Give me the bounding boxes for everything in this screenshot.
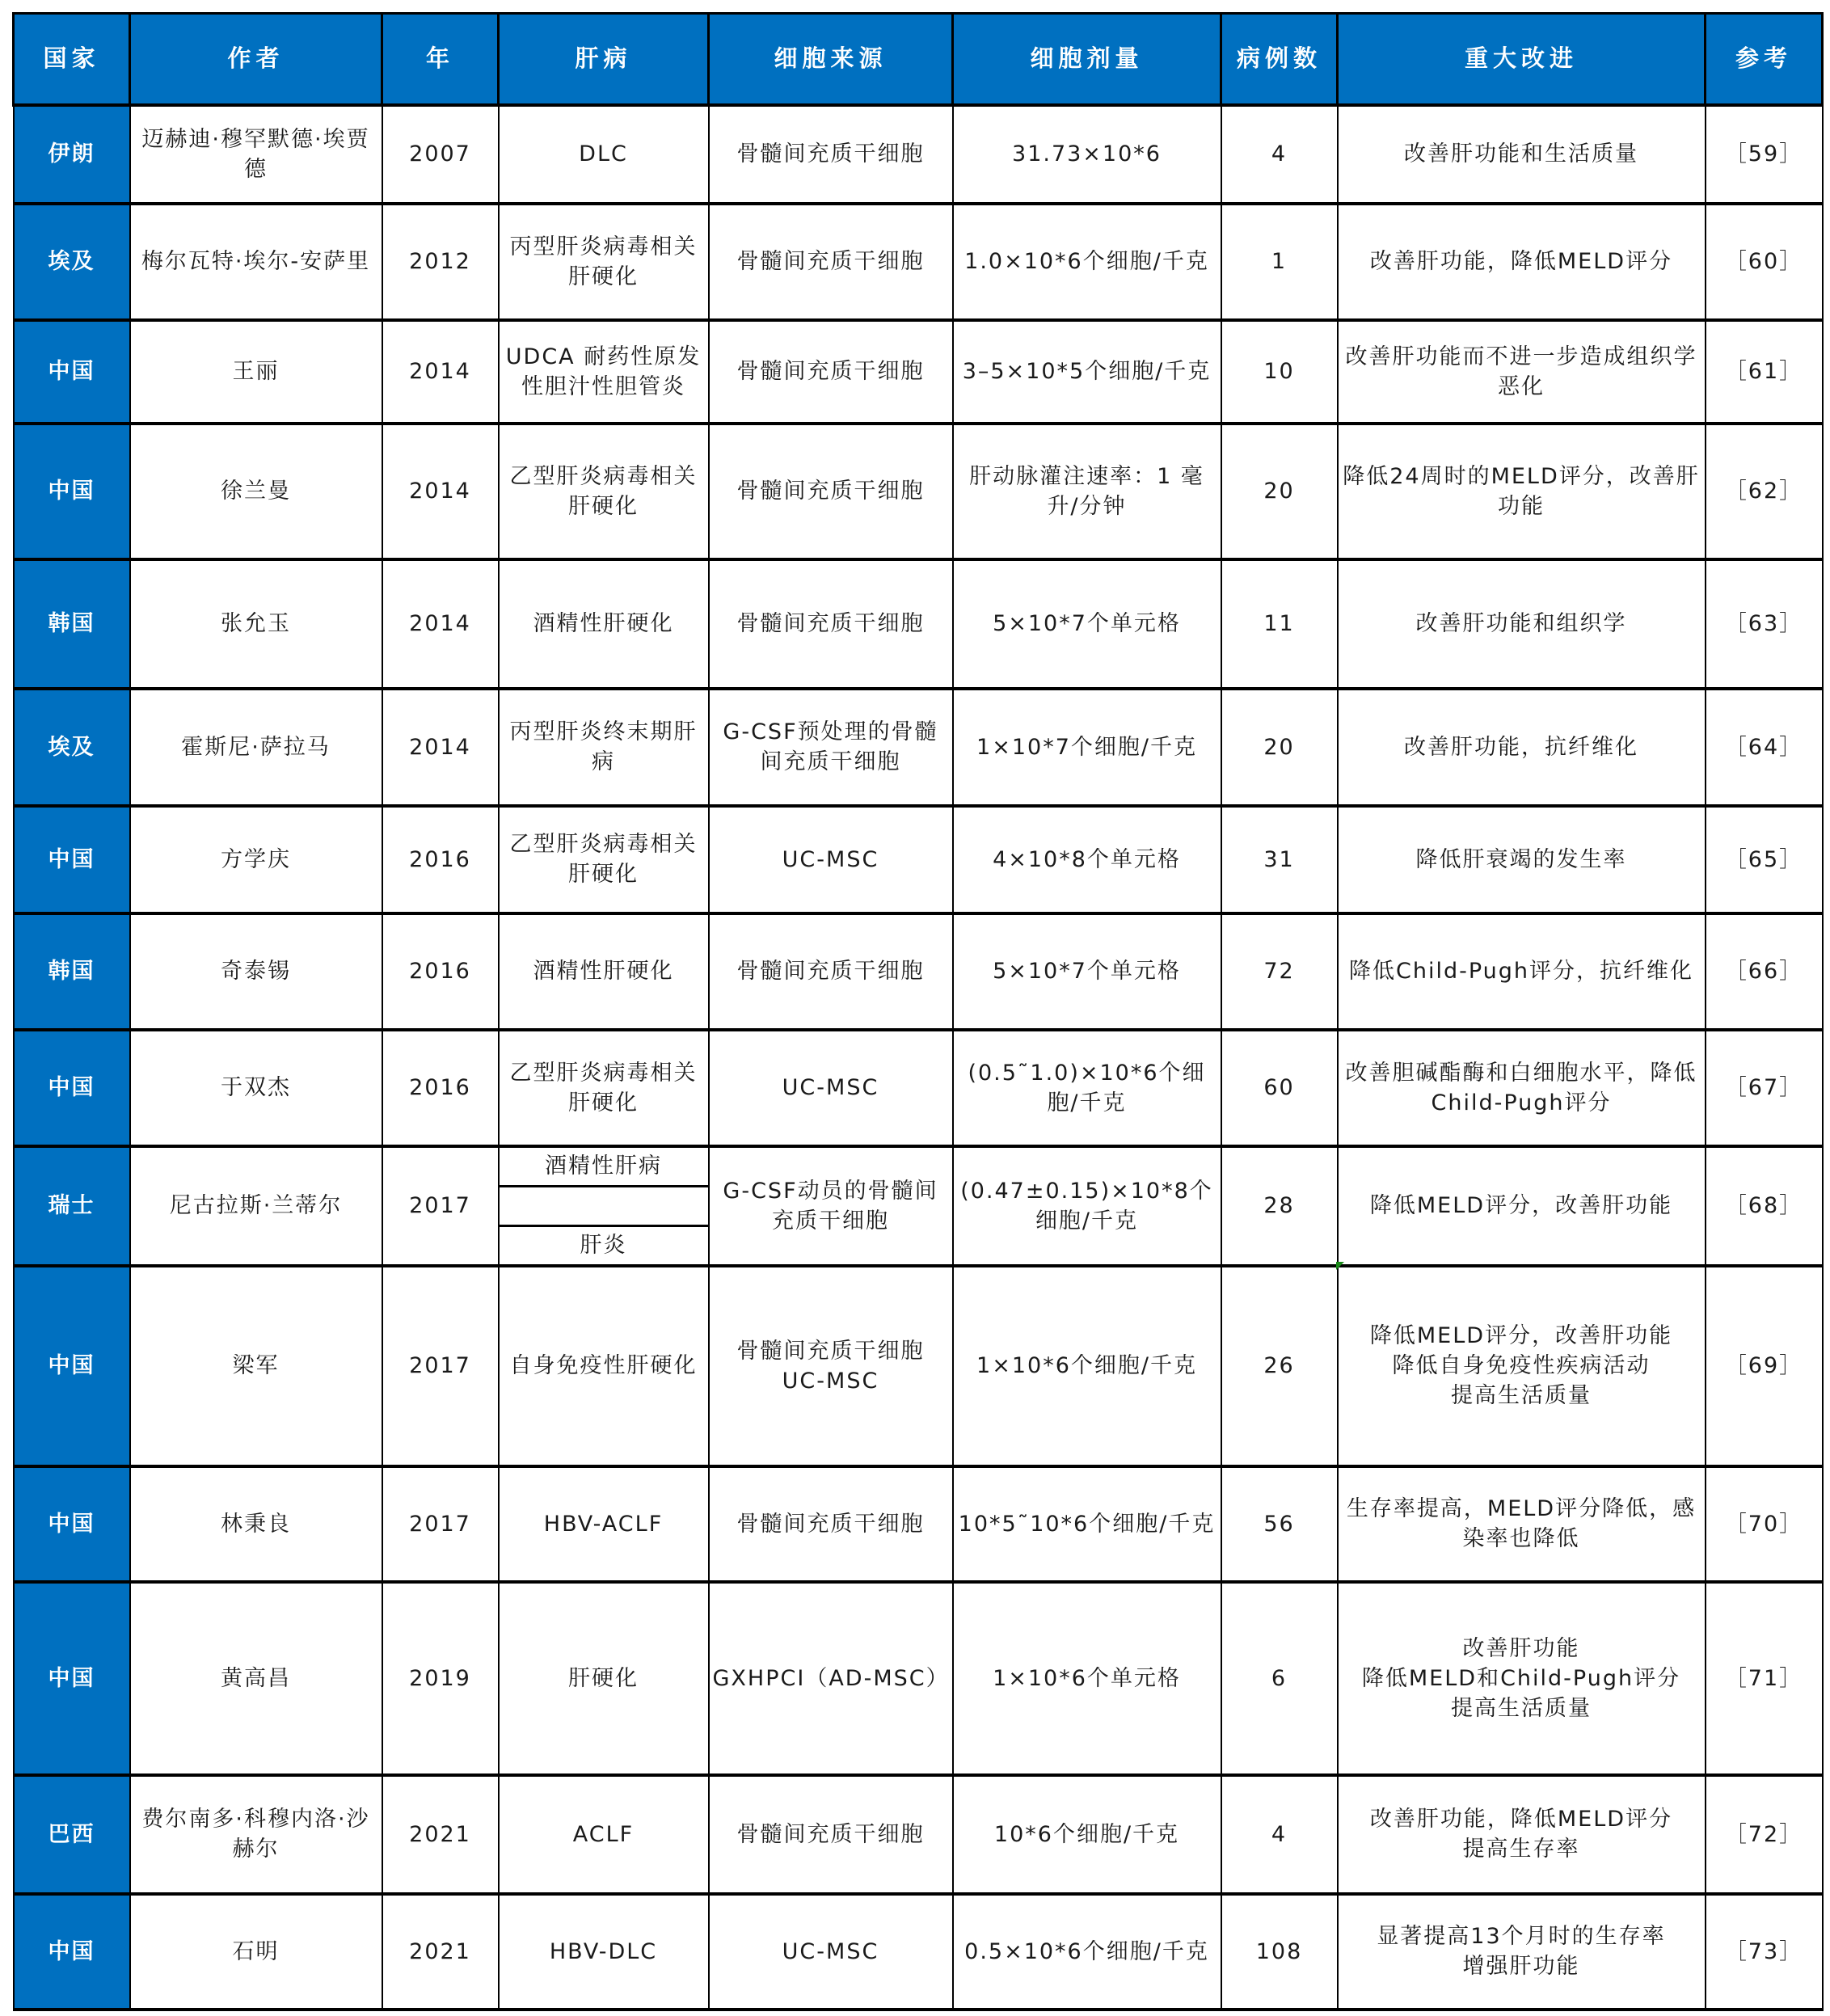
country-cell: 巴西 (14, 1775, 130, 1894)
year-cell: 2016 (382, 806, 499, 913)
cell-source-cell: UC-MSC (709, 1030, 953, 1146)
stem-cell-liver-disease-table (12, 12, 1824, 2011)
cell-source-cell: GXHPCI（AD-MSC） (709, 1582, 953, 1775)
disease-cell: 乙型肝炎病毒相关肝硬化 (499, 424, 709, 559)
cell-source-cell: 骨髓间充质干细胞 (709, 1466, 953, 1582)
year-cell: 2017 (382, 1466, 499, 1582)
improvement-cell (1338, 1266, 1706, 1466)
improvement-cell (1338, 1775, 1706, 1894)
dose-cell: 肝动脉灌注速率：1 毫升/分钟 (953, 424, 1221, 559)
country-cell: 中国 (14, 320, 130, 424)
table-row (14, 320, 1823, 424)
dose-cell: 1.0×10*6个细胞/千克 (953, 204, 1221, 320)
header-cell-dose: 细胞剂量 (953, 14, 1221, 105)
improvement-cell: 降低肝衰竭的发生率 (1338, 806, 1706, 913)
disease-cell: 肝硬化 (499, 1582, 709, 1775)
reference-cell: ［72］ (1706, 1775, 1823, 1894)
header-year: 年 (382, 14, 499, 105)
author-cell: 霍斯尼·萨拉马 (130, 689, 382, 806)
year-cell: 2014 (382, 320, 499, 424)
table-row (14, 105, 1823, 204)
country-cell: 埃及 (14, 204, 130, 320)
improvement-cell: 降低24周时的MELD评分，改善肝功能 (1338, 424, 1706, 559)
improvement-cell: 改善肝功能而不进一步造成组织学恶化 (1338, 320, 1706, 424)
country-cell: 瑞士 (14, 1146, 130, 1266)
reference-cell: ［66］ (1706, 913, 1823, 1030)
disease-cell: 乙型肝炎病毒相关肝硬化 (499, 1030, 709, 1146)
cell-source-cell: 骨髓间充质干细胞 (709, 105, 953, 204)
improvement-line: 提高生存率 (1462, 1837, 1580, 1862)
cell-source-cell: 骨髓间充质干细胞 (709, 320, 953, 424)
disease-cell: 酒精性肝硬化 (499, 559, 709, 689)
reference-cell: ［59］ (1706, 105, 1823, 204)
disease-cell (499, 1146, 709, 1266)
year-cell: 2019 (382, 1582, 499, 1775)
table-row (14, 1266, 1823, 1466)
cell-source-line: UC-MSC (782, 1368, 879, 1394)
disease-cell: DLC (499, 105, 709, 204)
year-cell: 2007 (382, 105, 499, 204)
reference-cell: ［67］ (1706, 1030, 1823, 1146)
disease-cell: 自身免疫性肝硬化 (499, 1266, 709, 1466)
improvement-line: 降低自身免疫性疾病活动 (1392, 1353, 1651, 1378)
year-cell: 2014 (382, 424, 499, 559)
country-cell: 中国 (14, 806, 130, 913)
author-cell: 于双杰 (130, 1030, 382, 1146)
table-row (14, 1775, 1823, 1894)
header-country: 国家 (14, 14, 130, 105)
cases-cell: 28 (1221, 1146, 1338, 1266)
header-author: 作者 (130, 14, 382, 105)
improvement-line: 提高生活质量 (1451, 1383, 1592, 1408)
country-cell: 中国 (14, 1466, 130, 1582)
cell-source-cell: 骨髓间充质干细胞 (709, 424, 953, 559)
country-cell: 韩国 (14, 913, 130, 1030)
dose-cell: 5×10*7个单元格 (953, 559, 1221, 689)
cell-comment-indicator (1336, 1262, 1344, 1270)
dose-cell: 31.73×10*6 (953, 105, 1221, 204)
cell-source-cell (709, 1266, 953, 1466)
cases-cell: 4 (1221, 105, 1338, 204)
cell-source-line: 骨髓间充质干细胞 (736, 1338, 925, 1364)
cell-source-cell: UC-MSC (709, 1894, 953, 2010)
author-cell: 石明 (130, 1894, 382, 2010)
disease-subcell: 肝炎 (580, 1233, 627, 1258)
reference-cell: ［63］ (1706, 559, 1823, 689)
cell-source-cell: 骨髓间充质干细胞 (709, 913, 953, 1030)
improvement-line: 增强肝功能 (1462, 1954, 1580, 1979)
disease-cell: UDCA 耐药性原发性胆汁性胆管炎 (499, 320, 709, 424)
year-cell: 2014 (382, 689, 499, 806)
improvement-cell: 改善胆碱酯酶和白细胞水平，降低Child-Pugh评分 (1338, 1030, 1706, 1146)
dose-cell: (0.47±0.15)×10*8个细胞/千克 (953, 1146, 1221, 1266)
table-row (14, 1030, 1823, 1146)
reference-cell: ［64］ (1706, 689, 1823, 806)
improvement-cell: 降低MELD评分，改善肝功能 (1338, 1146, 1706, 1266)
author-cell: 迈赫迪·穆罕默德·埃贾德 (130, 105, 382, 204)
reference-cell: ［73］ (1706, 1894, 1823, 2010)
improvement-cell: 生存率提高，MELD评分降低，感染率也降低 (1338, 1466, 1706, 1582)
cell-source-cell: UC-MSC (709, 806, 953, 913)
improvement-line: 降低MELD评分，改善肝功能 (1369, 1323, 1673, 1348)
improvement-line: 提高生活质量 (1451, 1695, 1592, 1721)
cell-source-cell: 骨髓间充质干细胞 (709, 1775, 953, 1894)
cases-cell: 11 (1221, 559, 1338, 689)
table-row (14, 559, 1823, 689)
year-cell: 2012 (382, 204, 499, 320)
disease-cell: HBV-ACLF (499, 1466, 709, 1582)
improvement-cell: 改善肝功能和组织学 (1338, 559, 1706, 689)
disease-cell: 丙型肝炎病毒相关肝硬化 (499, 204, 709, 320)
table-row (14, 1466, 1823, 1582)
disease-cell: HBV-DLC (499, 1894, 709, 2010)
author-cell: 方学庆 (130, 806, 382, 913)
cases-cell: 4 (1221, 1775, 1338, 1894)
country-cell: 伊朗 (14, 105, 130, 204)
improvement-line: 显著提高13个月时的生存率 (1377, 1924, 1666, 1949)
author-cell: 费尔南多·科穆内洛·沙赫尔 (130, 1775, 382, 1894)
cases-cell: 20 (1221, 689, 1338, 806)
improvement-line: 改善肝功能 (1462, 1635, 1580, 1661)
cases-cell: 6 (1221, 1582, 1338, 1775)
table-row (14, 1146, 1823, 1266)
table-row (14, 913, 1823, 1030)
improvement-cell (1338, 1582, 1706, 1775)
author-cell: 徐兰曼 (130, 424, 382, 559)
country-cell: 韩国 (14, 559, 130, 689)
reference-cell: ［60］ (1706, 204, 1823, 320)
author-cell: 尼古拉斯·兰蒂尔 (130, 1146, 382, 1266)
cases-cell: 10 (1221, 320, 1338, 424)
disease-subcells (500, 1148, 708, 1264)
cases-cell: 31 (1221, 806, 1338, 913)
improvement-line: 改善肝功能，降低MELD评分 (1369, 1807, 1673, 1832)
cases-cell: 20 (1221, 424, 1338, 559)
cases-cell: 60 (1221, 1030, 1338, 1146)
header-row (14, 14, 1823, 105)
disease-subcell (500, 1187, 708, 1227)
header-reference: 参考 (1706, 14, 1823, 105)
improvement-cell: 改善肝功能，抗纤维化 (1338, 689, 1706, 806)
dose-cell: 1×10*6个单元格 (953, 1582, 1221, 1775)
country-cell: 中国 (14, 1894, 130, 2010)
cell-source-cell: G-CSF预处理的骨髓间充质干细胞 (709, 689, 953, 806)
dose-cell: 3–5×10*5个细胞/千克 (953, 320, 1221, 424)
disease-cell: 丙型肝炎终末期肝病 (499, 689, 709, 806)
reference-cell: ［71］ (1706, 1582, 1823, 1775)
dose-cell: (0.5˜1.0)×10*6个细胞/千克 (953, 1030, 1221, 1146)
reference-cell: ［62］ (1706, 424, 1823, 559)
year-cell: 2017 (382, 1146, 499, 1266)
author-cell: 梁军 (130, 1266, 382, 1466)
reference-cell: ［70］ (1706, 1466, 1823, 1582)
dose-cell: 1×10*6个细胞/千克 (953, 1266, 1221, 1466)
dose-cell: 1×10*7个细胞/千克 (953, 689, 1221, 806)
table-row (14, 204, 1823, 320)
header-cases: 病例数 (1221, 14, 1338, 105)
improvement-cell: 改善肝功能和生活质量 (1338, 105, 1706, 204)
country-cell: 中国 (14, 1582, 130, 1775)
year-cell: 2014 (382, 559, 499, 689)
author-cell: 黄高昌 (130, 1582, 382, 1775)
author-cell: 林秉良 (130, 1466, 382, 1582)
improvement-cell: 改善肝功能，降低MELD评分 (1338, 204, 1706, 320)
year-cell: 2016 (382, 1030, 499, 1146)
table-row (14, 806, 1823, 913)
cell-source-cell: 骨髓间充质干细胞 (709, 204, 953, 320)
dose-cell: 10*5˜10*6个细胞/千克 (953, 1466, 1221, 1582)
cell-source-cell: G-CSF动员的骨髓间充质干细胞 (709, 1146, 953, 1266)
country-cell: 埃及 (14, 689, 130, 806)
cases-cell: 72 (1221, 913, 1338, 1030)
author-cell: 奇泰锡 (130, 913, 382, 1030)
reference-cell: ［69］ (1706, 1266, 1823, 1466)
disease-cell: 乙型肝炎病毒相关肝硬化 (499, 806, 709, 913)
country-cell: 中国 (14, 1266, 130, 1466)
disease-cell: 酒精性肝硬化 (499, 913, 709, 1030)
table-row (14, 1894, 1823, 2010)
author-cell: 张允玉 (130, 559, 382, 689)
cases-cell: 108 (1221, 1894, 1338, 2010)
dose-cell: 4×10*8个单元格 (953, 806, 1221, 913)
cases-cell: 1 (1221, 204, 1338, 320)
year-cell: 2017 (382, 1266, 499, 1466)
header-cell-source: 细胞来源 (709, 14, 953, 105)
dose-cell: 5×10*7个单元格 (953, 913, 1221, 1030)
country-cell: 中国 (14, 1030, 130, 1146)
cases-cell: 56 (1221, 1466, 1338, 1582)
country-cell: 中国 (14, 424, 130, 559)
year-cell: 2021 (382, 1775, 499, 1894)
disease-subcell: 酒精性肝病 (500, 1148, 708, 1187)
improvement-line: 降低MELD和Child-Pugh评分 (1361, 1665, 1681, 1691)
improvement-cell: 降低Child-Pugh评分，抗纤维化 (1338, 913, 1706, 1030)
dose-cell: 0.5×10*6个细胞/千克 (953, 1894, 1221, 2010)
reference-cell: ［61］ (1706, 320, 1823, 424)
cases-cell: 26 (1221, 1266, 1338, 1466)
dose-cell: 10*6个细胞/千克 (953, 1775, 1221, 1894)
year-cell: 2016 (382, 913, 499, 1030)
author-cell: 王丽 (130, 320, 382, 424)
reference-cell: ［65］ (1706, 806, 1823, 913)
improvement-cell (1338, 1894, 1706, 2010)
disease-cell: ACLF (499, 1775, 709, 1894)
header-disease: 肝病 (499, 14, 709, 105)
table-row (14, 424, 1823, 559)
author-cell: 梅尔瓦特·埃尔-安萨里 (130, 204, 382, 320)
header-improvement: 重大改进 (1338, 14, 1706, 105)
year-cell: 2021 (382, 1894, 499, 2010)
reference-cell: ［68］ (1706, 1146, 1823, 1266)
table-row (14, 689, 1823, 806)
table-row (14, 1582, 1823, 1775)
cell-source-cell: 骨髓间充质干细胞 (709, 559, 953, 689)
